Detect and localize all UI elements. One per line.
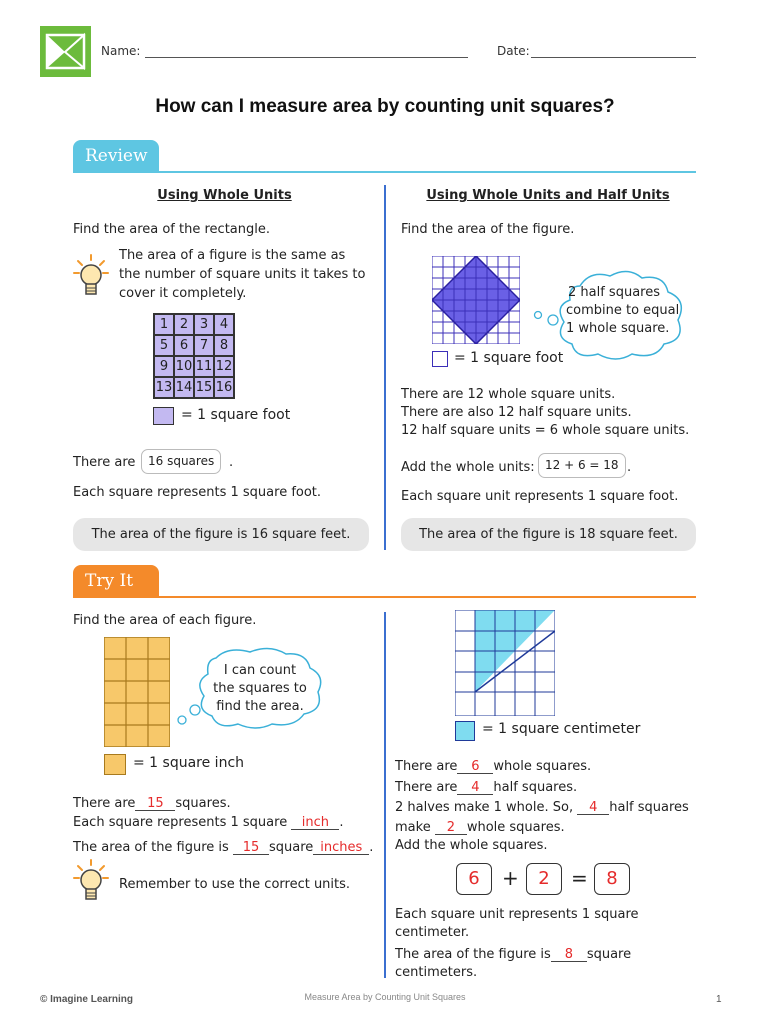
label: . xyxy=(339,815,344,830)
grid-cell: 1 xyxy=(154,314,174,335)
label: Each square represents 1 square xyxy=(73,815,288,830)
try-right-legend: = 1 square centimeter xyxy=(482,721,641,737)
try-prompt: Find the area of each figure. xyxy=(73,613,257,628)
label: There are xyxy=(395,780,458,795)
answer-field[interactable]: inch xyxy=(291,816,339,830)
answer-field[interactable]: 4 xyxy=(577,801,609,815)
grid-cell: 16 xyxy=(214,377,234,398)
numbered-square-grid xyxy=(153,313,235,399)
label: square xyxy=(268,840,314,855)
answer-field[interactable]: 8 xyxy=(551,948,587,962)
addend-box[interactable]: 6 xyxy=(456,863,492,895)
unit-square-swatch xyxy=(432,351,448,367)
review-tip-line2: the number of square units it takes to xyxy=(119,267,366,282)
answer-field[interactable]: 15 xyxy=(135,797,175,811)
grid-cell: 10 xyxy=(174,356,194,377)
review-right-heading: Using Whole Units and Half Units xyxy=(426,188,670,203)
review-divider xyxy=(384,185,386,550)
name-field[interactable] xyxy=(145,57,468,58)
lightbulb-icon xyxy=(73,858,109,910)
label: . xyxy=(369,840,374,855)
grid-cell: 11 xyxy=(194,356,214,377)
grid-cell: 7 xyxy=(194,335,214,356)
review-right-answer: The area of the figure is 18 square feet. xyxy=(401,518,696,551)
addend-box[interactable]: 2 xyxy=(526,863,562,895)
add-label: Add the whole units: xyxy=(401,460,535,475)
plus-sign: + xyxy=(502,866,519,890)
review-right-line3: 12 half square units = 6 whole square units. xyxy=(401,423,690,438)
review-right-prompt: Find the area of the figure. xyxy=(401,222,575,237)
try-it-tab: Try It xyxy=(73,565,159,597)
review-left-heading: Using Whole Units xyxy=(157,188,292,203)
try-right-line4 xyxy=(395,818,565,837)
unit-square-swatch xyxy=(455,721,475,741)
try-right-area xyxy=(395,945,631,964)
grid-cell: 5 xyxy=(154,335,174,356)
try-right-each1: Each square unit represents 1 square xyxy=(395,907,639,922)
bubble-line3: 1 whole square. xyxy=(566,321,670,336)
diamond-grid xyxy=(432,256,520,348)
grid-cell: 6 xyxy=(174,335,194,356)
unit-square-swatch xyxy=(104,754,126,775)
try-right-line1 xyxy=(395,757,591,776)
review-right-legend: = 1 square foot xyxy=(454,350,564,366)
bubble-line2: combine to equal xyxy=(566,303,680,318)
count-box: 16 squares xyxy=(141,449,221,474)
try-left-line3 xyxy=(73,838,373,857)
label: half squares. xyxy=(493,780,578,795)
try-left-line1 xyxy=(73,794,231,813)
label: whole squares. xyxy=(466,820,565,835)
review-tip-line3: cover it completely. xyxy=(119,286,247,301)
label: half squares xyxy=(609,800,689,815)
page-number: 1 xyxy=(716,994,722,1005)
answer-field[interactable]: 15 xyxy=(233,841,269,855)
add-period: . xyxy=(627,460,632,475)
grid-cell: 12 xyxy=(214,356,234,377)
rectangle-grid xyxy=(104,637,170,751)
date-label: Date: xyxy=(497,44,530,58)
bubble-line1: 2 half squares xyxy=(568,285,660,300)
answer-field[interactable]: 6 xyxy=(457,760,493,774)
count-period: . xyxy=(229,455,234,470)
answer-field[interactable]: 2 xyxy=(435,821,467,835)
triangle-grid xyxy=(455,610,555,720)
page-title: How can I measure area by counting unit squares? xyxy=(155,96,615,117)
there-are-label: There are xyxy=(73,455,136,470)
label: whole squares. xyxy=(493,759,592,774)
review-rule xyxy=(73,171,696,173)
bubble-line3: find the area. xyxy=(216,699,304,714)
try-divider xyxy=(384,612,386,978)
try-right-line5: Add the whole squares. xyxy=(395,838,548,853)
date-field[interactable] xyxy=(531,57,696,58)
label: squares. xyxy=(175,796,231,811)
label: There are xyxy=(73,796,136,811)
footer-title: Measure Area by Counting Unit Squares xyxy=(304,992,466,1002)
label: There are xyxy=(395,759,458,774)
review-right-each: Each square unit represents 1 square foot. xyxy=(401,489,679,504)
bubble-line1: I can count xyxy=(223,663,297,678)
try-left-line2 xyxy=(73,813,343,832)
grid-cell: 15 xyxy=(194,377,214,398)
try-right-each2: centimeter. xyxy=(395,925,470,940)
bubble-line2: the squares to xyxy=(213,681,307,696)
review-tip-line1: The area of a figure is the same as xyxy=(119,248,346,263)
grid-cell: 3 xyxy=(194,314,214,335)
grid-cell: 13 xyxy=(154,377,174,398)
footer-copyright: © Imagine Learning xyxy=(40,994,133,1005)
name-label: Name: xyxy=(101,44,141,58)
logo xyxy=(40,26,91,77)
answer-field[interactable]: 4 xyxy=(457,781,493,795)
try-right-line2 xyxy=(395,778,577,797)
grid-cell: 14 xyxy=(174,377,194,398)
try-left-tip: Remember to use the correct units. xyxy=(119,877,351,892)
grid-cell: 4 xyxy=(214,314,234,335)
review-left-prompt: Find the area of the rectangle. xyxy=(73,222,270,237)
grid-cell: 2 xyxy=(174,314,194,335)
unit-square-swatch xyxy=(153,407,174,425)
review-left-each: Each square represents 1 square foot. xyxy=(73,485,322,500)
label: The area of the figure is xyxy=(73,840,229,855)
try-right-area2: centimeters. xyxy=(395,965,478,980)
label: 2 halves make 1 whole. So, xyxy=(395,800,574,815)
review-tab: Review xyxy=(73,140,159,172)
label: square xyxy=(586,947,632,962)
sum-box[interactable]: 8 xyxy=(594,863,630,895)
label: make xyxy=(395,820,431,835)
equals-sign: = xyxy=(571,866,588,890)
label: The area of the figure is xyxy=(395,947,551,962)
review-right-line2: There are also 12 half square units. xyxy=(401,405,632,420)
answer-field[interactable]: inches xyxy=(313,841,369,855)
review-left-legend: = 1 square foot xyxy=(181,407,291,423)
grid-cell: 9 xyxy=(154,356,174,377)
try-left-legend: = 1 square inch xyxy=(133,755,245,771)
try-right-line3 xyxy=(395,798,689,817)
review-right-line1: There are 12 whole square units. xyxy=(401,387,616,402)
try-it-rule xyxy=(73,596,696,598)
grid-cell: 8 xyxy=(214,335,234,356)
add-box: 12 + 6 = 18 xyxy=(538,453,626,478)
review-left-answer: The area of the figure is 16 square feet. xyxy=(73,518,369,551)
lightbulb-icon xyxy=(73,253,109,305)
